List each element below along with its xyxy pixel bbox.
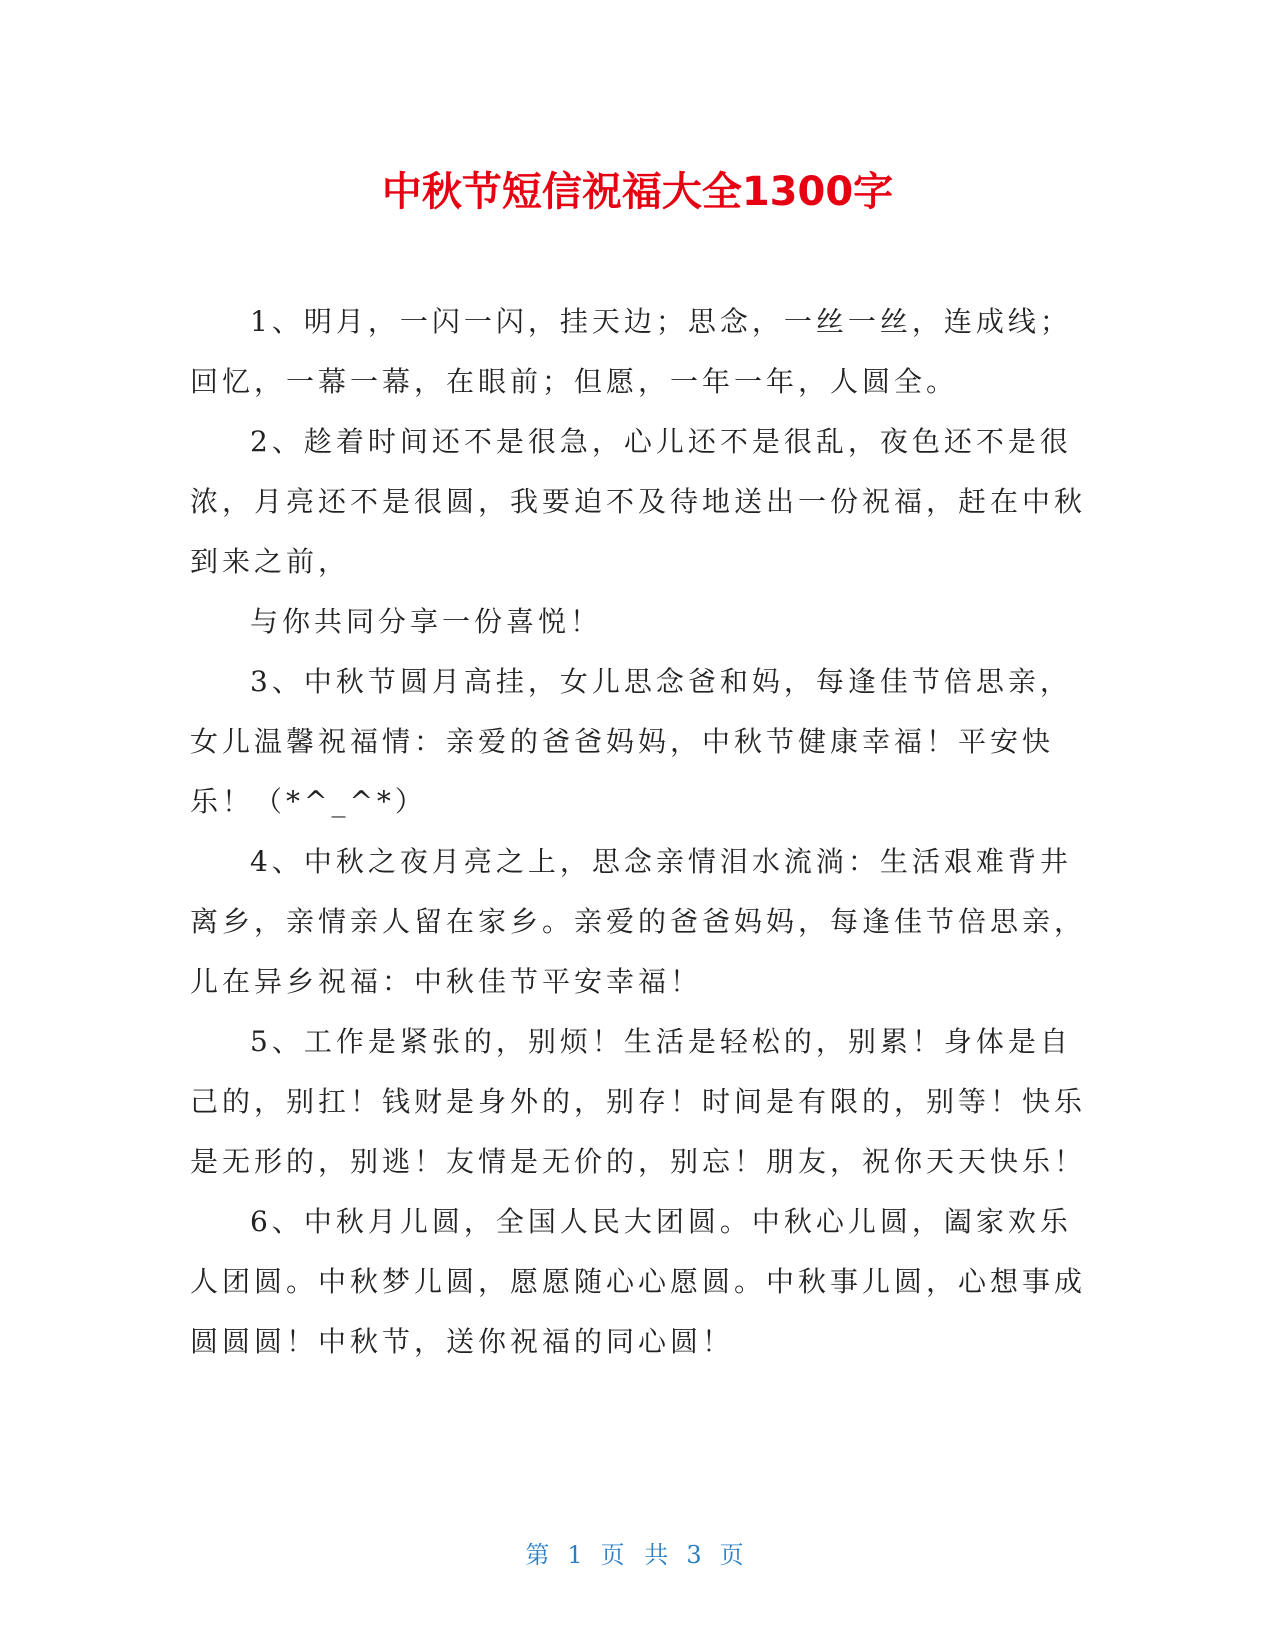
paragraph-5: 5、工作是紧张的，别烦！生活是轻松的，别累！身体是自己的，别扛！钱财是身外的，别存！时间是有限的，别等！快乐是无形的，别逃！友情是无价的，别忘！朋友，祝你天天快乐！ <box>190 1025 1087 1178</box>
footer-middle: 页 共 <box>600 1541 675 1569</box>
footer-suffix: 页 <box>719 1541 750 1569</box>
paragraph-6: 6、中秋月儿圆，全国人民大团圆。中秋心儿圆，阖家欢乐人团圆。中秋梦儿圆，愿愿随心心愿圆。中秋事儿圆，心想事成圆圆圆！中秋节，送你祝福的同心圆！ <box>190 1205 1087 1358</box>
footer-prefix: 第 <box>525 1541 556 1569</box>
paragraph-2-continued: 与你共同分享一份喜悦！ <box>250 605 603 638</box>
paragraph-4: 4、中秋之夜月亮之上，思念亲情泪水流淌：生活艰难背井离乡，亲情亲人留在家乡。亲爱的爸爸妈妈，每逢佳节倍思亲，儿在异乡祝福：中秋佳节平安幸福！ <box>190 845 1087 998</box>
paragraph-2: 2、趁着时间还不是很急，心儿还不是很乱，夜色还不是很浓，月亮还不是很圆，我要迫不及待地送出一份祝福，赶在中秋到来之前， <box>190 425 1087 578</box>
document-body <box>190 292 1090 1372</box>
document-title: 中秋节短信祝福大全1300字 <box>381 169 894 215</box>
footer-current-page: 1 <box>567 1541 589 1569</box>
footer-total-pages: 3 <box>686 1541 708 1569</box>
paragraph-1: 1、明月，一闪一闪，挂天边；思念，一丝一丝，连成线；回忆，一幕一幕，在眼前；但愿，一年一年，人圆全。 <box>190 305 1072 398</box>
paragraph-3: 3、中秋节圆月高挂，女儿思念爸和妈，每逢佳节倍思亲，女儿温馨祝福情：亲爱的爸爸妈妈，中秋节健康幸福！平安快乐！（*^_^*） <box>190 665 1072 818</box>
page-footer <box>0 1535 1275 1570</box>
